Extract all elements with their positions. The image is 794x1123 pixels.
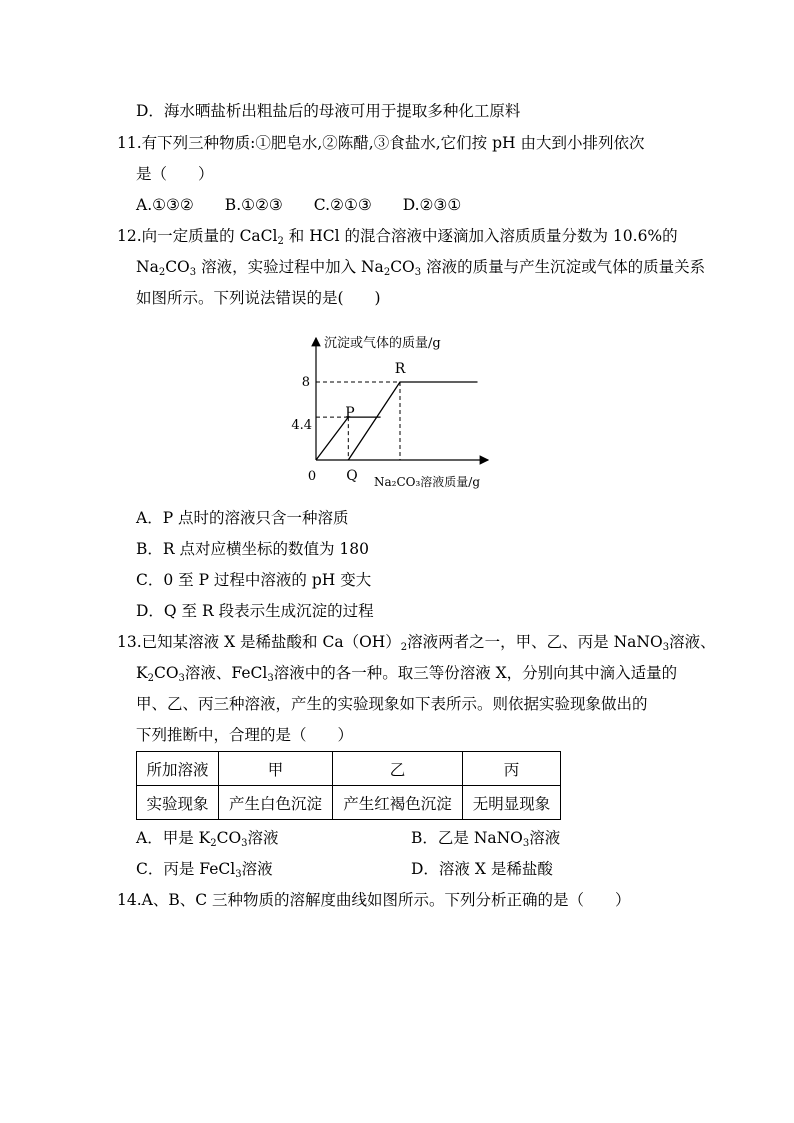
q13-experiment-table — [136, 751, 561, 820]
q11-stem-line2: 是（ ） — [136, 165, 214, 183]
table-header-cell: 乙 — [333, 752, 463, 786]
q13-stem-line3: 甲、乙、丙三种溶液，产生的实验现象如下表所示。则依据实验现象做出的 — [136, 695, 648, 713]
q13-stem-line4: 下列推断中，合理的是（ ） — [136, 726, 354, 744]
origin-label: 0 — [307, 469, 317, 484]
table-header-row — [137, 752, 561, 786]
q12-stem-line2: $Na_2CO_3$ 溶液，实验过程中加入 $Na_2CO_3$ 溶液的质量与产生沉淀或气体的质量关系 — [136, 258, 706, 278]
q13-stem-line1: 13.已知某溶液 X 是稀盐酸和 $Ca(OH)_2$溶液两者之一，甲、乙、丙是 NaNO$_3$溶液、 — [117, 633, 716, 653]
q13-option-d: D．溶液 X 是稀盐酸 — [411, 860, 553, 878]
q12-chart — [0, 0, 794, 520]
point-label-q: Q — [346, 468, 358, 484]
y-tick-label-4-4: 4.4 — [291, 418, 312, 433]
table-row — [137, 786, 561, 820]
q11-stem-line1: 11.有下列三种物质:①肥皂水,②陈醋,③食盐水,它们按 pH 由大到小排列依次 — [117, 134, 645, 152]
q13-option-c: C．丙是 FeCl$_3$溶液 — [136, 860, 273, 880]
table-cell: 产生红褐色沉淀 — [333, 786, 463, 820]
q12-stem-line3: 如图所示。下列说法错误的是( ) — [136, 289, 381, 307]
q14-stem: 14.A、B、C 三种物质的溶解度曲线如图所示。下列分析正确的是（ ） — [117, 891, 631, 909]
y-axis-label: 沉淀或气体的质量/g — [324, 336, 441, 351]
q12-option-d: D．Q 至 R 段表示生成沉淀的过程 — [136, 602, 374, 620]
q12-option-a: A．P 点时的溶液只含一种溶质 — [136, 509, 349, 527]
series-line-2 — [348, 382, 477, 460]
table-header-cell: 所加溶液 — [137, 752, 219, 786]
q12-stem-line1: 12.向一定质量的 CaCl$_2$ 和 HCl 的混合溶液中逐滴加入溶质质量分数为 10.6%的 — [117, 227, 678, 247]
q13-option-a: A．甲是 $K_2CO_3$溶液 — [136, 829, 279, 849]
point-label-r: R — [394, 361, 406, 377]
point-label-p: P — [345, 405, 355, 421]
q13-stem-line2: $K_2CO_3$溶液、FeCl$_3$溶液中的各一种。取三等份溶液 X，分别向其中滴入适量的 — [136, 664, 678, 684]
y-tick-label-8: 8 — [301, 375, 310, 390]
x-axis-label: Na₂CO₃溶液质量/g — [374, 475, 481, 489]
table-header-cell: 丙 — [463, 752, 561, 786]
table-cell: 产生白色沉淀 — [219, 786, 333, 820]
table-header-cell: 甲 — [219, 752, 333, 786]
table-cell: 无明显现象 — [463, 786, 561, 820]
q10-option-d: D．海水晒盐析出粗盐后的母液可用于提取多种化工原料 — [136, 102, 521, 120]
q12-option-c: C．0 至 P 过程中溶液的 pH 变大 — [136, 571, 372, 589]
q11-options: A.①③② B.①②③ C.②①③ D.②③① — [136, 196, 462, 214]
q13-option-b: B．乙是 NaNO$_3$溶液 — [411, 829, 561, 849]
q12-option-b: B．R 点对应横坐标的数值为 180 — [136, 540, 370, 558]
table-cell: 实验现象 — [137, 786, 219, 820]
